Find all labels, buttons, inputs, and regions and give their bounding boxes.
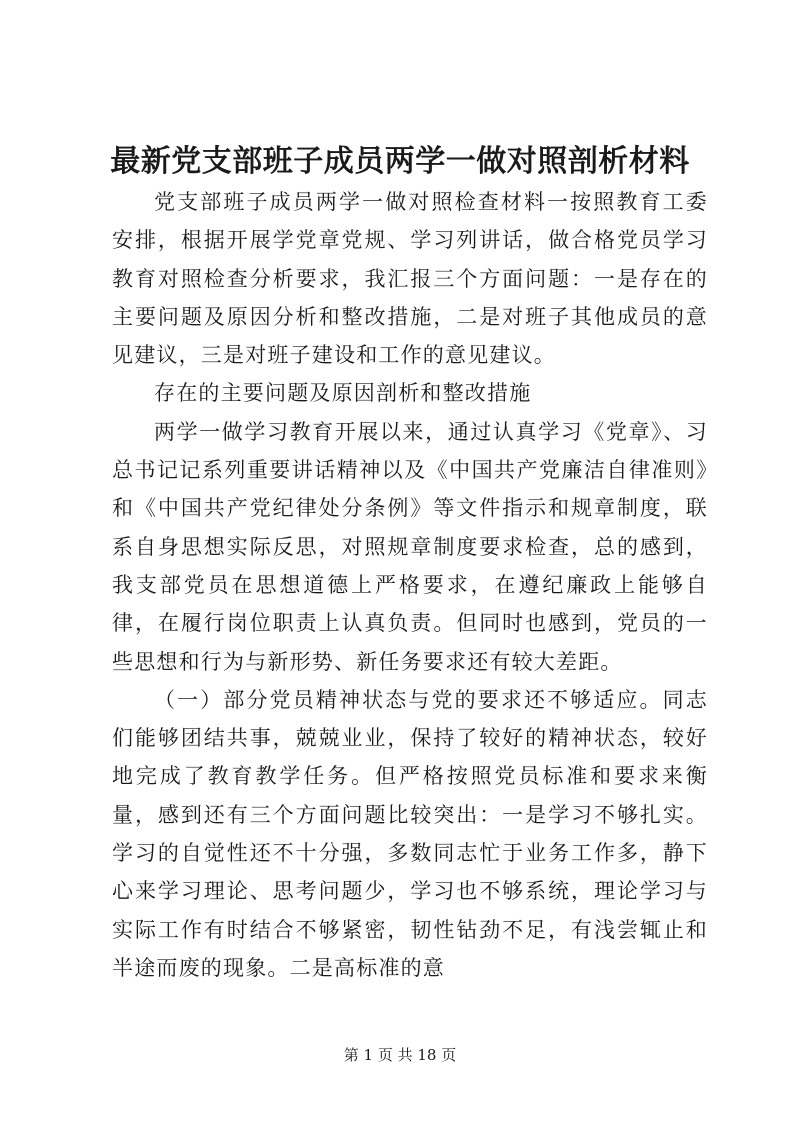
paragraph-study-overview: 两学一做学习教育开展以来，通过认真学习《党章》、习总书记记系列重要讲话精神以及《中国共产党廉洁自律准则》和《中国共产党纪律处分条例》等文件指示和规章制度，联系自身思想实际反思，对照规章制度要求检查，总的感到，我支部党员在思想道德上严格要求，在遵纪廉政上能够自律，在履行岗位职责上认真负责。但同时也感到，党员的一些思想和行为与新形势、新任务要求还有较大差距。 xyxy=(112,419,708,674)
section-heading: 存在的主要问题及原因剖析和整改措施 xyxy=(154,381,532,406)
document-title: 最新党支部班子成员两学一做对照剖析材料 xyxy=(110,144,690,179)
document-body xyxy=(112,183,708,987)
paragraph-intro: 党支部班子成员两学一做对照检查材料一按照教育工委安排，根据开展学党章党规、学习列讲话，做合格党员学习教育对照检查分析要求，我汇报三个方面问题：一是存在的主要问题及原因分析和整改措施，二是对班子其他成员的意见建议，三是对班子建设和工作的意见建议。 xyxy=(112,190,708,368)
page-number-footer: 第 1 页 共 18 页 xyxy=(343,1046,457,1064)
paragraph-item-one: （一）部分党员精神状态与党的要求还不够适应。同志们能够团结共事，兢兢业业，保持了较好的精神状态，较好地完成了教育教学任务。但严格按照党员标准和要求来衡量，感到还有三个方面问题比较突出：一是学习不够扎实。学习的自觉性还不十分强，多数同志忙于业务工作多，静下心来学习理论、思考问题少，学习也不够系统，理论学习与实际工作有时结合不够紧密，韧性钻劲不足，有浅尝辄止和半途而废的现象。二是高标准的意 xyxy=(112,687,708,980)
